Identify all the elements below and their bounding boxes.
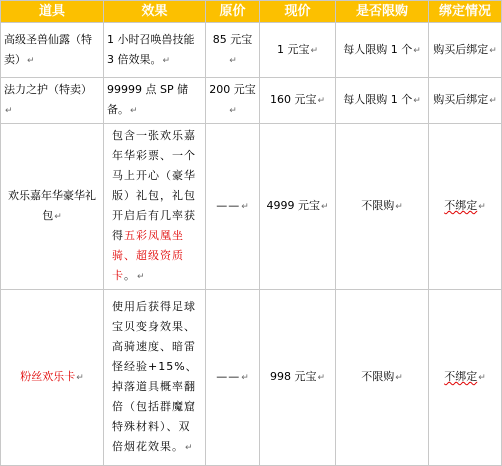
item-name-cell bbox=[1, 23, 104, 78]
limit-cell bbox=[336, 290, 429, 466]
return-mark-icon: ↵ bbox=[54, 212, 62, 222]
current-price: 1 元宝 bbox=[276, 42, 310, 56]
original-price: 85 元宝 bbox=[212, 32, 253, 46]
return-mark-icon: ↵ bbox=[241, 373, 249, 383]
header-original-price: 原价 bbox=[206, 1, 260, 23]
return-mark-icon: ↵ bbox=[241, 202, 249, 212]
current-price-cell bbox=[260, 290, 336, 466]
return-mark-icon: ↵ bbox=[478, 373, 486, 383]
original-price-cell bbox=[206, 78, 260, 124]
header-row bbox=[1, 1, 502, 23]
return-mark-icon: ↵ bbox=[317, 96, 326, 106]
header-item: 道具 bbox=[1, 1, 104, 23]
return-mark-icon: ↵ bbox=[413, 45, 421, 56]
binding-cell bbox=[429, 23, 502, 78]
return-mark-icon: ↵ bbox=[27, 55, 35, 66]
effect-text: 1 小时召唤兽技能 3 倍效果。 bbox=[107, 32, 195, 66]
effect-cell bbox=[104, 124, 206, 290]
return-mark-icon: ↵ bbox=[185, 443, 194, 453]
effect-text: 使用后获得足球宝贝变身效果、高骑速度、暗雷怪经验+15%、掉落道具概率翻倍（包括群魔窟特殊材料）、双倍烟花效果。 bbox=[112, 300, 198, 453]
original-price-cell bbox=[206, 290, 260, 466]
header-current-price: 现价 bbox=[260, 1, 336, 23]
return-mark-icon: ↵ bbox=[320, 202, 329, 212]
table-row bbox=[1, 78, 502, 124]
effect-text: 包含一张欢乐嘉年华彩票、一个马上开心（豪华版）礼包，礼包开启后有几率获得 bbox=[112, 129, 196, 242]
current-price-cell bbox=[260, 23, 336, 78]
return-mark-icon: ↵ bbox=[310, 45, 319, 56]
effect-text: 99999 点 SP 储备。 bbox=[107, 83, 189, 116]
binding-cell bbox=[429, 290, 502, 466]
current-price-cell bbox=[260, 124, 336, 290]
table-row bbox=[1, 124, 502, 290]
limit-text: 不限购 bbox=[361, 199, 395, 212]
item-name-cell bbox=[1, 290, 104, 466]
item-name: 粉丝欢乐卡 bbox=[20, 370, 76, 383]
item-name-cell bbox=[1, 124, 104, 290]
table-row bbox=[1, 290, 502, 466]
original-price: —— bbox=[216, 370, 241, 383]
current-price: 4999 元宝 bbox=[266, 199, 320, 212]
effect-highlight-text: 五彩凤凰坐骑、超级资质卡 bbox=[112, 229, 184, 282]
original-price: —— bbox=[216, 199, 241, 212]
return-mark-icon: ↵ bbox=[413, 96, 421, 106]
item-name: 欢乐嘉年华豪华礼包 bbox=[8, 189, 96, 222]
original-price: 200 元宝 bbox=[209, 83, 256, 96]
effect-cell bbox=[104, 78, 206, 124]
limit-cell bbox=[336, 124, 429, 290]
limit-text: 每人限购 1 个 bbox=[343, 93, 413, 106]
binding-text: 不绑定 bbox=[444, 370, 478, 383]
return-mark-icon: ↵ bbox=[76, 373, 84, 383]
original-price-cell bbox=[206, 23, 260, 78]
return-mark-icon: ↵ bbox=[130, 106, 138, 116]
item-name: 法力之护（特卖） bbox=[4, 83, 92, 96]
header-effect: 效果 bbox=[104, 1, 206, 23]
original-price-cell bbox=[206, 124, 260, 290]
binding-text: 购买后绑定 bbox=[433, 42, 489, 56]
item-name: 高级圣兽仙露（特卖） bbox=[4, 32, 92, 66]
current-price-cell bbox=[260, 78, 336, 124]
return-mark-icon: ↵ bbox=[489, 96, 497, 106]
return-mark-icon: ↵ bbox=[489, 45, 497, 56]
limit-text: 每人限购 1 个 bbox=[343, 42, 413, 56]
limit-cell bbox=[336, 78, 429, 124]
current-price: 998 元宝 bbox=[269, 370, 317, 383]
return-mark-icon: ↵ bbox=[229, 106, 237, 116]
limit-text: 不限购 bbox=[361, 370, 395, 383]
table-row bbox=[1, 23, 502, 78]
item-name-cell bbox=[1, 78, 104, 124]
header-binding: 绑定情况 bbox=[429, 1, 502, 23]
return-mark-icon: ↵ bbox=[478, 202, 486, 212]
return-mark-icon: ↵ bbox=[162, 55, 171, 66]
effect-cell bbox=[104, 290, 206, 466]
binding-text: 不绑定 bbox=[444, 199, 478, 212]
return-mark-icon: ↵ bbox=[229, 55, 237, 66]
return-mark-icon: ↵ bbox=[395, 373, 403, 383]
return-mark-icon: ↵ bbox=[317, 373, 326, 383]
effect-tail-text: 。 bbox=[124, 269, 136, 282]
effect-cell bbox=[104, 23, 206, 78]
current-price: 160 元宝 bbox=[269, 93, 317, 106]
return-mark-icon: ↵ bbox=[5, 106, 13, 116]
return-mark-icon: ↵ bbox=[137, 272, 146, 282]
binding-cell bbox=[429, 78, 502, 124]
binding-cell bbox=[429, 124, 502, 290]
return-mark-icon: ↵ bbox=[395, 202, 403, 212]
header-limit: 是否限购 bbox=[336, 1, 429, 23]
binding-text: 购买后绑定 bbox=[433, 93, 489, 106]
limit-cell bbox=[336, 23, 429, 78]
